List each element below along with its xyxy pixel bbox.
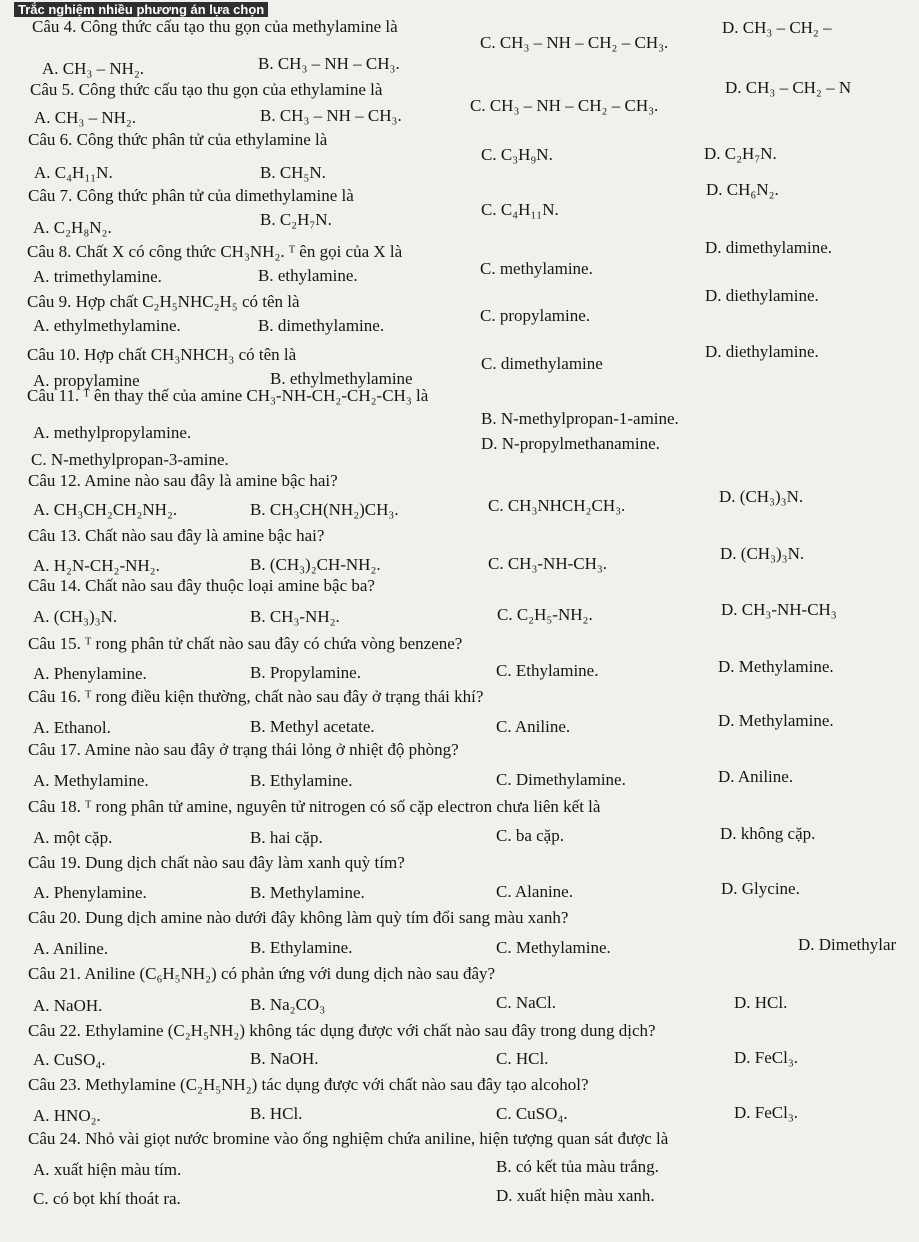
answer-option: A. C₂H₈N₂.	[33, 218, 112, 237]
question-stem: Câu 6. Công thức phân tử của ethylamine là	[28, 130, 328, 149]
answer-option: A. Phenylamine.	[33, 883, 147, 902]
question-stem: Câu 8. Chất X có công thức CH₃NH₂. ᵀ ên gọi của X là	[27, 242, 403, 261]
answer-option: D. Glycine.	[721, 879, 800, 898]
answer-option: B. (CH₃)₂CH-NH₂.	[250, 555, 381, 574]
answer-option: B. ethylmethylamine	[270, 369, 413, 388]
answer-option: D. CH₆N₂.	[706, 180, 779, 199]
answer-option: B. CH₃-NH₂.	[250, 607, 340, 626]
question-stem: Câu 19. Dung dịch chất nào sau đây làm xanh quỳ tím?	[28, 853, 405, 872]
answer-option: C. CH₃ – NH – CH₂ – CH₃.	[480, 33, 669, 52]
answer-option: A. methylpropylamine.	[33, 423, 192, 442]
answer-option: C. N-methylpropan-3-amine.	[31, 450, 229, 469]
answer-option: B. Methylamine.	[250, 883, 365, 902]
answer-option: D. diethylamine.	[705, 286, 819, 305]
answer-option: C. methylamine.	[480, 259, 593, 278]
answer-option: D. FeCl₃.	[734, 1048, 799, 1067]
answer-option: D. C₂H₇N.	[704, 144, 777, 163]
question-stem: Câu 16. ᵀ rong điều kiện thường, chất nào sau đây ở trạng thái khí?	[28, 687, 484, 706]
question-stem: Câu 15. ᵀ rong phân tử chất nào sau đây có chứa vòng benzene?	[28, 634, 463, 653]
answer-option: D. dimethylamine.	[705, 238, 833, 257]
question-stem: Câu 17. Amine nào sau đây ở trạng thái lỏng ở nhiệt độ phòng?	[28, 740, 459, 759]
answer-option: A. CuSO₄.	[33, 1050, 106, 1069]
answer-option: D. Methylamine.	[718, 711, 834, 730]
answer-option: C. Alanine.	[496, 882, 573, 901]
answer-option: C. dimethylamine	[481, 354, 603, 373]
answer-option: D. CH₃ – CH₂ –	[722, 18, 832, 37]
answer-option: C. ba cặp.	[496, 826, 564, 845]
question-stem: Câu 20. Dung dịch amine nào dưới đây không làm quỳ tím đổi sang màu xanh?	[28, 908, 569, 927]
answer-option: B. CH₃ – NH – CH₃.	[258, 54, 400, 73]
answer-option: B. hai cặp.	[250, 828, 323, 847]
answer-option: B. Propylamine.	[250, 663, 361, 682]
answer-option: C. C₄H₁₁N.	[481, 200, 559, 219]
answer-option: A. CH₃CH₂CH₂NH₂.	[33, 500, 178, 519]
answer-option: D. Dimethylar	[798, 935, 897, 954]
answer-option: B. NaOH.	[250, 1049, 319, 1068]
question-stem: Câu 11. ᵀ ên thay thế của amine CH₃-NH-CH₂-CH₂-CH₃ là	[27, 386, 429, 405]
answer-option: C. CH₃NHCH₂CH₃.	[488, 496, 626, 515]
answer-option: D. Aniline.	[718, 767, 794, 786]
answer-option: D. (CH₃)₃N.	[719, 487, 804, 506]
answer-option: B. ethylamine.	[258, 266, 358, 285]
question-stem: Câu 5. Công thức cấu tạo thu gọn của ethylamine là	[30, 80, 383, 99]
answer-option: D. không cặp.	[720, 824, 816, 843]
question-stem: Câu 12. Amine nào sau đây là amine bậc hai?	[28, 471, 338, 490]
answer-option: A. C₄H₁₁N.	[34, 163, 113, 182]
answer-option: D. (CH₃)₃N.	[720, 544, 805, 563]
answer-option: A. ethylmethylamine.	[33, 316, 181, 335]
answer-option: B. Ethylamine.	[250, 771, 353, 790]
answer-option: D. Methylamine.	[718, 657, 834, 676]
answer-option: D. CH₃-NH-CH₃	[721, 600, 837, 619]
answer-option: A. Phenylamine.	[33, 664, 147, 683]
answer-option: A. HNO₂.	[33, 1106, 101, 1125]
answer-option: C. Ethylamine.	[496, 661, 599, 680]
answer-option: C. Aniline.	[496, 717, 571, 736]
answer-option: B. có kết tủa màu trắng.	[496, 1157, 659, 1176]
answer-option: C. có bọt khí thoát ra.	[33, 1189, 181, 1208]
answer-option: A. CH₃ – NH₂.	[42, 59, 145, 78]
answer-option: C. Dimethylamine.	[496, 770, 626, 789]
answer-option: B. dimethylamine.	[258, 316, 385, 335]
answer-option: A. Methylamine.	[33, 771, 149, 790]
answer-option: C. C₂H₅-NH₂.	[497, 605, 593, 624]
answer-option: A. Aniline.	[33, 939, 109, 958]
answer-option: A. Ethanol.	[33, 718, 111, 737]
question-stem: Câu 9. Hợp chất C₂H₅NHC₂H₅ có tên là	[27, 292, 300, 311]
answer-option: A. NaOH.	[33, 996, 103, 1015]
answer-option: D. FeCl₃.	[734, 1103, 799, 1122]
question-stem: Câu 7. Công thức phân tử của dimethylamine là	[28, 186, 354, 205]
question-stem: Câu 14. Chất nào sau đây thuộc loại amine bậc ba?	[28, 576, 375, 595]
answer-option: B. Methyl acetate.	[250, 717, 375, 736]
answer-option: C. CH₃-NH-CH₃.	[488, 554, 608, 573]
answer-option: B. HCl.	[250, 1104, 303, 1123]
answer-option: A. một cặp.	[33, 828, 113, 847]
answer-option: D. diethylamine.	[705, 342, 819, 361]
answer-option: B. CH₃ – NH – CH₃.	[260, 106, 402, 125]
answer-option: D. CH₃ – CH₂ – N	[725, 78, 852, 97]
answer-option: D. N-propylmethanamine.	[481, 434, 660, 453]
answer-option: A. H₂N-CH₂-NH₂.	[33, 556, 160, 575]
answer-option: C. Methylamine.	[496, 938, 611, 957]
answer-option: C. HCl.	[496, 1049, 549, 1068]
answer-option: C. propylamine.	[480, 306, 591, 325]
answer-option: B. CH₅N.	[260, 163, 326, 182]
answer-option: D. HCl.	[734, 993, 788, 1012]
answer-option: D. xuất hiện màu xanh.	[496, 1186, 655, 1205]
answer-option: B. N-methylpropan-1-amine.	[481, 409, 679, 428]
question-stem: Câu 18. ᵀ rong phân tử amine, nguyên tử nitrogen có số cặp electron chưa liên kết là	[28, 797, 601, 816]
answer-option: A. xuất hiện màu tím.	[33, 1160, 182, 1179]
question-stem: Câu 22. Ethylamine (C₂H₅NH₂) không tác dụng được với chất nào sau đây trong dung dịch?	[28, 1021, 656, 1040]
question-stem: Câu 10. Hợp chất CH₃NHCH₃ có tên là	[27, 345, 297, 364]
question-stem: Câu 13. Chất nào sau đây là amine bậc hai?	[28, 526, 325, 545]
answer-option: B. CH₃CH(NH₂)CH₃.	[250, 500, 399, 519]
question-stem: Câu 24. Nhỏ vài giọt nước bromine vào ống nghiệm chứa aniline, hiện tượng quan sát được là	[28, 1129, 669, 1148]
answer-option: A. (CH₃)₃N.	[33, 607, 118, 626]
question-stem: Câu 21. Aniline (C₆H₅NH₂) có phản ứng với dung dịch nào sau đây?	[28, 964, 496, 983]
answer-option: A. trimethylamine.	[33, 267, 162, 286]
question-stem: Câu 23. Methylamine (C₂H₅NH₂) tác dụng được với chất nào sau đây tạo alcohol?	[28, 1075, 589, 1094]
question-stem: Câu 4. Công thức cấu tạo thu gọn của methylamine là	[32, 17, 398, 36]
answer-option: C. NaCl.	[496, 993, 556, 1012]
section-header: Trắc nghiệm nhiều phương án lựa chọn	[14, 2, 268, 17]
answer-option: B. Na₂CO₃	[250, 995, 326, 1014]
answer-option: C. C₃H₉N.	[481, 145, 553, 164]
answer-option: A. propylamine	[33, 371, 140, 390]
answer-option: C. CuSO₄.	[496, 1104, 568, 1123]
answer-option: B. Ethylamine.	[250, 938, 353, 957]
answer-option: B. C₂H₇N.	[260, 210, 332, 229]
answer-option: A. CH₃ – NH₂.	[34, 108, 137, 127]
answer-option: C. CH₃ – NH – CH₂ – CH₃.	[470, 96, 659, 115]
